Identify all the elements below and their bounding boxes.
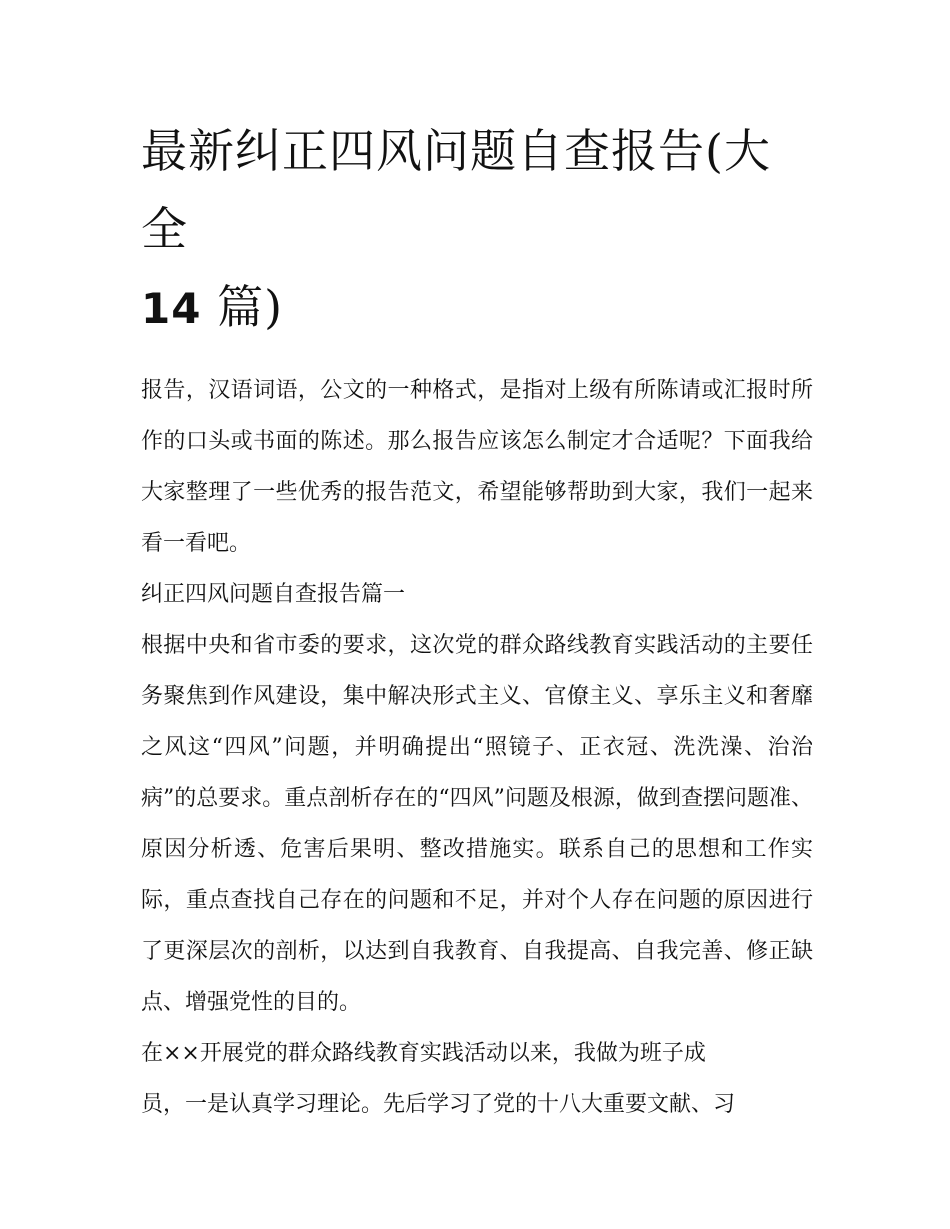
body-paragraph-2-line2: 员，一是认真学习理论。先后学习了党的十八大重要文献、习	[141, 1092, 736, 1117]
body-paragraph-2-line1: 在××开展党的群众路线教育实践活动以来，我做为班子成	[141, 1041, 706, 1066]
title-text-part2: 篇)	[217, 280, 284, 334]
body-paragraph-2	[141, 1028, 813, 1130]
title-text-part1: 最新纠正四风问题自查报告(大全	[141, 124, 771, 256]
body-paragraph-1: 根据中央和省市委的要求，这次党的群众路线教育实践活动的主要任务聚焦到作风建设，集中解决形式主义、官僚主义、享乐主义和奢靡之风这“四风”问题，并明确提出“照镜子、正衣冠、洗洗澡、治治病”的总要求。重点剖析存在的“四风”问题及根源，做到查摆问题准、原因分析透、危害后果明、整改措施实。联系自己的思想和工作实际，重点查找自己存在的问题和不足，并对个人存在问题的原因进行了更深层次的剖析，以达到自我教育、自我提高、自我完善、修正缺点、增强党性的目的。	[141, 633, 813, 1015]
title-number: 14	[141, 284, 202, 333]
intro-paragraph: 报告，汉语词语，公文的一种格式，是指对上级有所陈请或汇报时所作的口头或书面的陈述。那么报告应该怎么制定才合适呢？下面我给大家整理了一些优秀的报告范文，希望能够帮助到大家，我们一起来看一看吧。	[141, 378, 813, 556]
section-heading: 纠正四风问题自查报告篇一	[141, 582, 406, 607]
document-body	[141, 112, 813, 1130]
document-title	[141, 112, 813, 348]
